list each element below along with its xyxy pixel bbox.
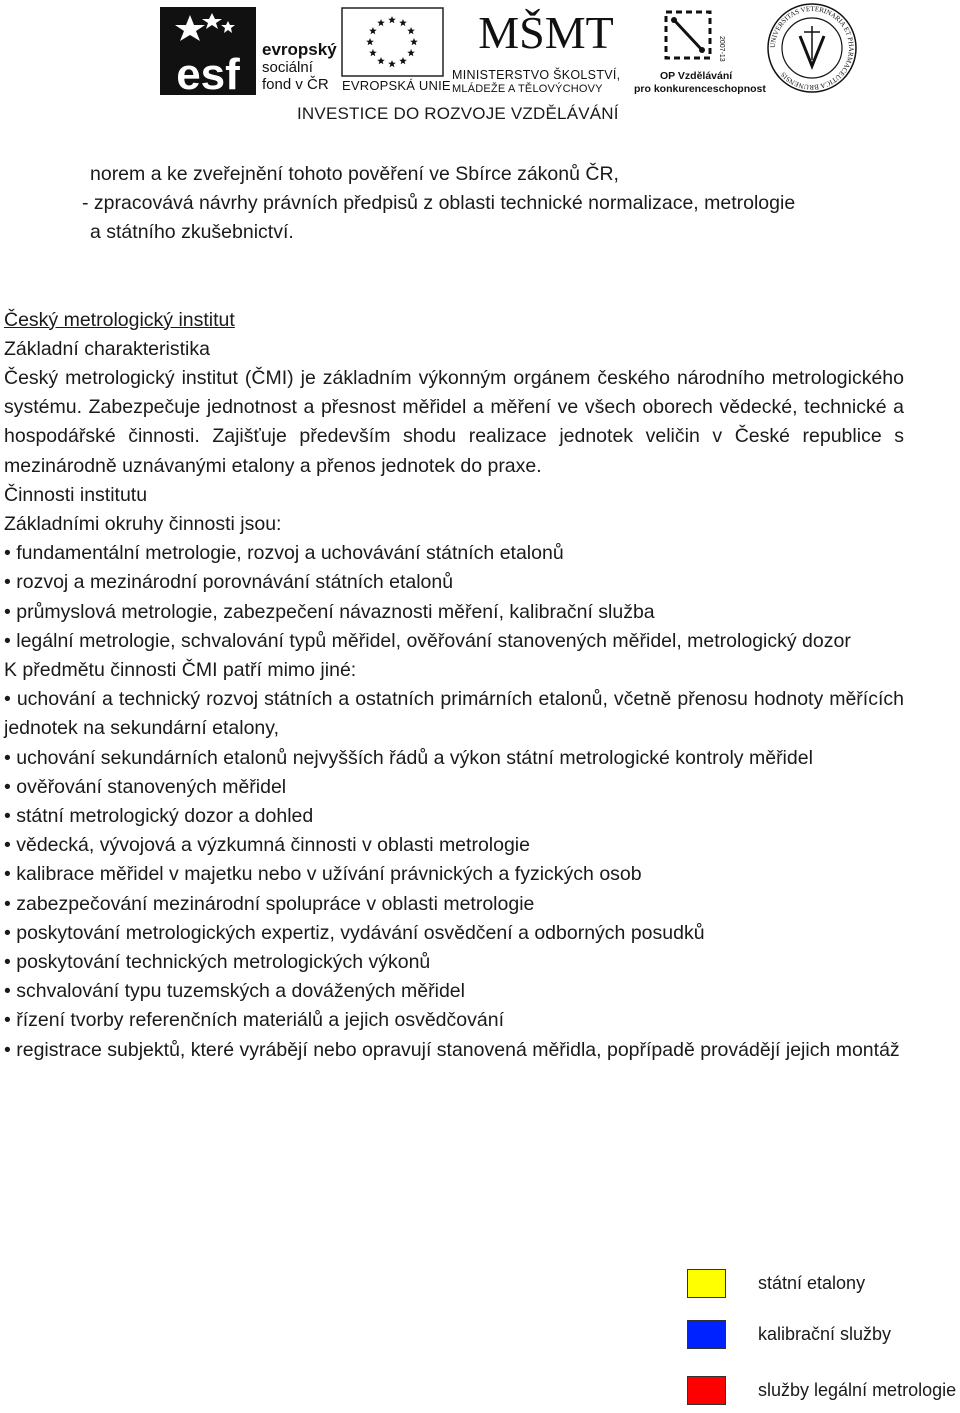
banner-investice: INVESTICE DO ROZVOJE VZDĚLÁVÁNÍ (297, 104, 619, 123)
legend-swatch-red (687, 1376, 726, 1405)
university-seal-icon (766, 2, 858, 94)
op-line1: OP Vzdělávání (660, 70, 733, 82)
subject-item: • registrace subjektů, které vyrábějí nebo opravují stanovená měřidla, popřípadě provádějí jejich montáž (4, 1038, 900, 1061)
op-logo (634, 6, 766, 95)
subject-item: • zabezpečování mezinárodní spolupráce v oblasti metrologie (4, 892, 535, 915)
document-body (4, 160, 904, 1065)
subject-item: • uchování sekundárních etalonů nejvyšších řádů a výkon státní metrologické kontroly měřidel (4, 746, 813, 769)
msmt-line2: MLÁDEŽE A TĚLOVÝCHOVY (452, 83, 603, 95)
msmt-mark-icon (478, 4, 614, 66)
activity-item: • rozvoj a mezinárodní porovnávání státních etalonů (4, 571, 454, 594)
activities-heading: Činnosti institutu (4, 483, 148, 506)
subject-intro: K předmětu činnosti ČMI patří mimo jiné: (4, 659, 357, 682)
subject-item: • kalibrace měřidel v majetku nebo v užívání právnických a fyzických osob (4, 863, 642, 886)
subject-item: • státní metrologický dozor a dohled (4, 805, 314, 828)
section-title: Český metrologický institut (4, 308, 235, 331)
esf-logo (160, 7, 340, 99)
activities-intro: Základními okruhy činnosti jsou: (4, 513, 282, 536)
section-subtitle: Základní charakteristika (4, 337, 210, 360)
legend-label: státní etalony (758, 1273, 866, 1293)
legend-label: kalibrační služby (758, 1324, 892, 1344)
intro-line: norem a ke zveřejnění tohoto pověření ve Sbírce zákonů ČR, (90, 163, 619, 185)
eu-logo (341, 7, 451, 93)
esf-mark-icon (160, 7, 260, 99)
subject-item: • poskytování technických metrologických výkonů (4, 951, 431, 974)
op-line2: pro konkurenceschopnost (634, 83, 766, 95)
esf-line1: evropský (262, 40, 337, 59)
activity-item: • průmyslová metrologie, zabezpečení návaznosti měření, kalibrační služba (4, 600, 655, 623)
spacer (4, 248, 904, 306)
msmt-line1: MINISTERSTVO ŠKOLSTVÍ, (452, 68, 621, 82)
university-seal (766, 2, 858, 94)
svg-text:MŠMT: MŠMT (478, 7, 614, 58)
svg-text:2007-13: 2007-13 (718, 36, 725, 62)
activity-item: • fundamentální metrologie, rozvoj a uchovávání státních etalonů (4, 542, 564, 565)
legend-swatch-blue (687, 1320, 726, 1349)
subject-item: • ověřování stanovených měřidel (4, 775, 287, 798)
characteristics-paragraph: Český metrologický institut (ČMI) je základním výkonným orgánem českého národního metrologického systému. Zabezpečuje jednotnost a přesnost měřidel a měření ve všech oborech vědecké, technické a hospodářské činnosti. Zajišťuje především shodu realizace jednotek veličin v České republice s mezinárodně uznávanými etalony a přenos jednotek do praxe. (4, 367, 904, 477)
subject-item: • vědecká, vývojová a výzkumná činnosti v oblasti metrologie (4, 834, 530, 857)
svg-text:UNIVERSITAS VETERINARIA ET PHA: UNIVERSITAS VETERINARIA ET PHARMACEUTICA BRUNENSIS (768, 4, 856, 92)
esf-line3: fond v ČR (262, 76, 329, 93)
intro-line: - zpracovává návrhy právních předpisů z oblasti technické normalizace, metrologie (82, 192, 796, 215)
svg-text:esf: esf (176, 50, 240, 99)
intro-line: a státního zkušebnictví. (90, 221, 294, 244)
eu-label: EVROPSKÁ UNIE (342, 78, 451, 93)
subject-item: • poskytování metrologických expertiz, vydávání osvědčení a odborných posudků (4, 921, 705, 944)
msmt-logo (450, 4, 630, 96)
legend-swatch-yellow (687, 1269, 726, 1298)
subject-item: • schvalování typu tuzemských a dovážených měřidel (4, 980, 465, 1003)
esf-line2: sociální (262, 59, 313, 76)
eu-flag-icon (341, 7, 444, 77)
op-mark-icon (658, 6, 728, 64)
subject-item: • řízení tvorby referenčních materiálů a jejich osvědčování (4, 1009, 504, 1032)
legend-label: služby legální metrologie (758, 1380, 957, 1400)
activity-item: • legální metrologie, schvalování typů měřidel, ověřování stanovených měřidel, metrologický dozor (4, 629, 851, 652)
subject-item: • uchování a technický rozvoj státních a ostatních primárních etalonů, včetně přenosu hodnoty měřících jednotek na sekundární etalony, (4, 688, 904, 740)
